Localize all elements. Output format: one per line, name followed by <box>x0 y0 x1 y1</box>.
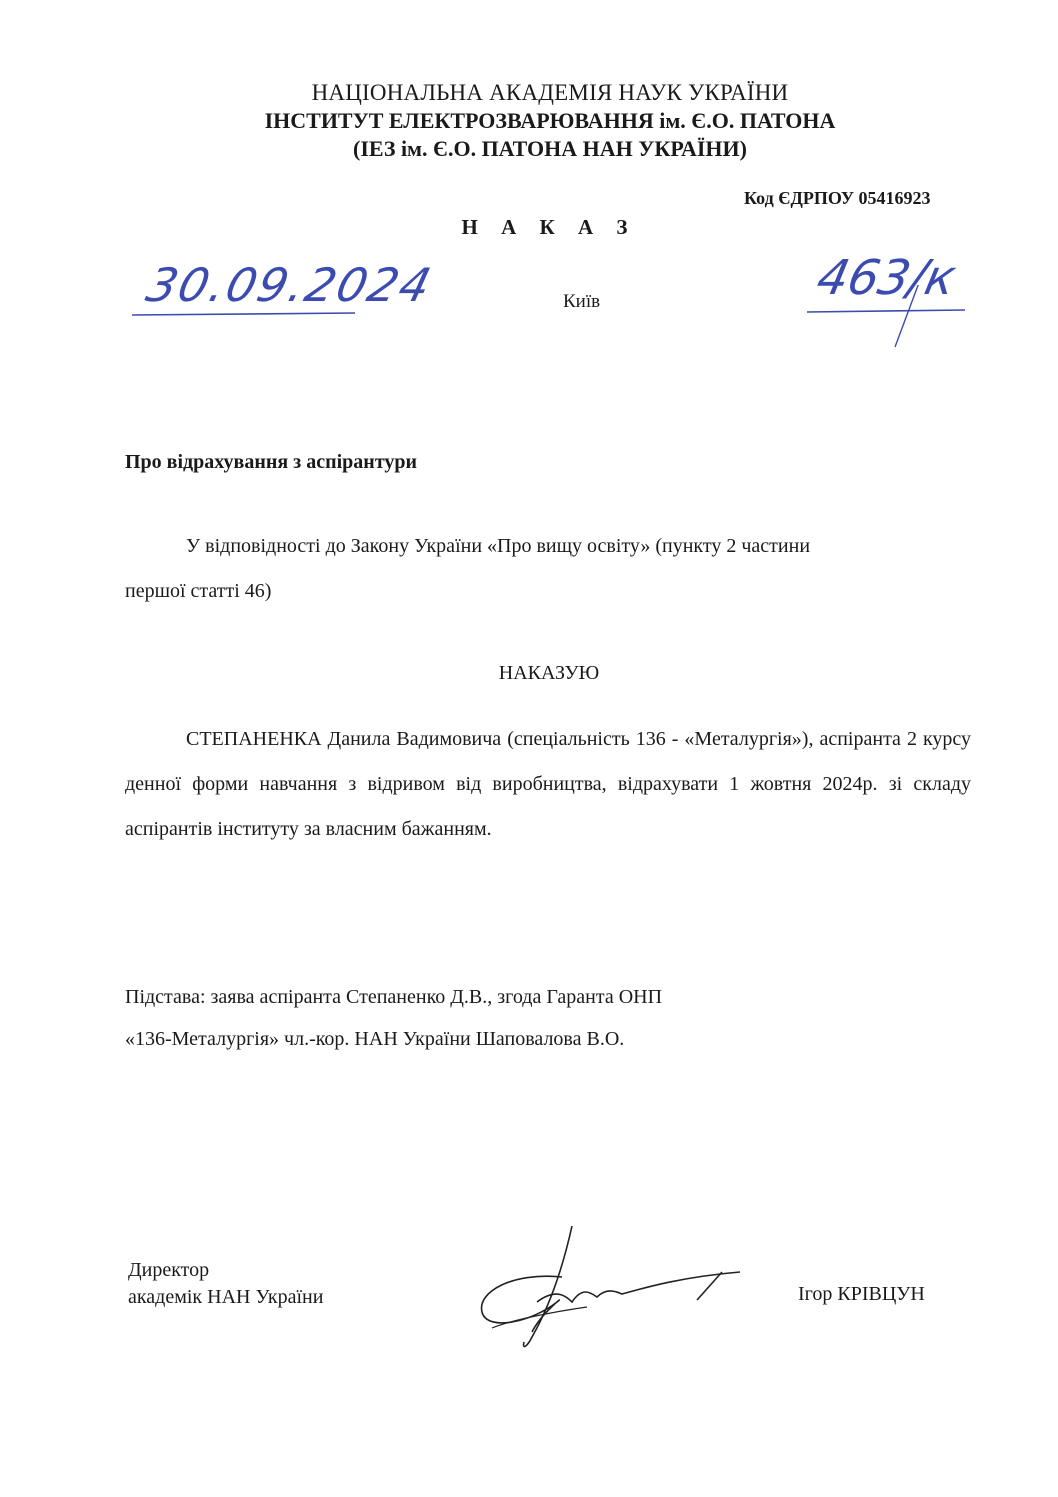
academy-name: НАЦІОНАЛЬНА АКАДЕМІЯ НАУК УКРАЇНИ <box>311 80 789 105</box>
signatory-title: академік НАН України <box>128 1286 324 1308</box>
signatory-name: Ігор КРІВЦУН <box>798 1283 925 1305</box>
edrpou-code: Код ЄДРПОУ 05416923 <box>744 188 931 208</box>
basis-line1: Підстава: заява аспіранта Степаненко Д.В., згода Гаранта ОНП <box>125 986 663 1008</box>
order-paragraph <box>125 717 971 852</box>
legal-basis-line1: У відповідності до Закону України «Про вищу освіту» (пункту 2 частини <box>186 535 811 557</box>
date-underline <box>130 305 360 321</box>
order-subject: Про відрахування з аспірантури <box>125 451 418 473</box>
number-underline <box>805 285 975 355</box>
handwritten-date: 30.09.2024 <box>141 258 439 312</box>
handwritten-order-number: 463/к <box>812 250 961 306</box>
order-text: СТЕПАНЕНКА Данила Вадимовича (спеціальність 136 - «Металургія»), аспіранта 2 курсу денної форми навчання з відривом від виробництва, відрахувати 1 жовтня 2024р. зі складу аспірантів інституту за власним бажанням. <box>125 728 971 840</box>
institute-short-name: (ІЕЗ ім. Є.О. ПАТОНА НАН УКРАЇНИ) <box>353 136 747 161</box>
city: Київ <box>563 291 601 312</box>
legal-basis-line2: першої статті 46) <box>125 580 272 602</box>
order-keyword: НАКАЗУЮ <box>498 662 600 684</box>
document-type: Н А К А З <box>461 215 637 239</box>
institute-name: ІНСТИТУТ ЕЛЕКТРОЗВАРЮВАННЯ ім. Є.О. ПАТОНА <box>264 108 836 133</box>
basis-line2: «136-Металургія» чл.-кор. НАН України Шаповалова В.О. <box>125 1028 625 1050</box>
director-signature <box>472 1222 752 1362</box>
signatory-position: Директор <box>128 1259 210 1281</box>
